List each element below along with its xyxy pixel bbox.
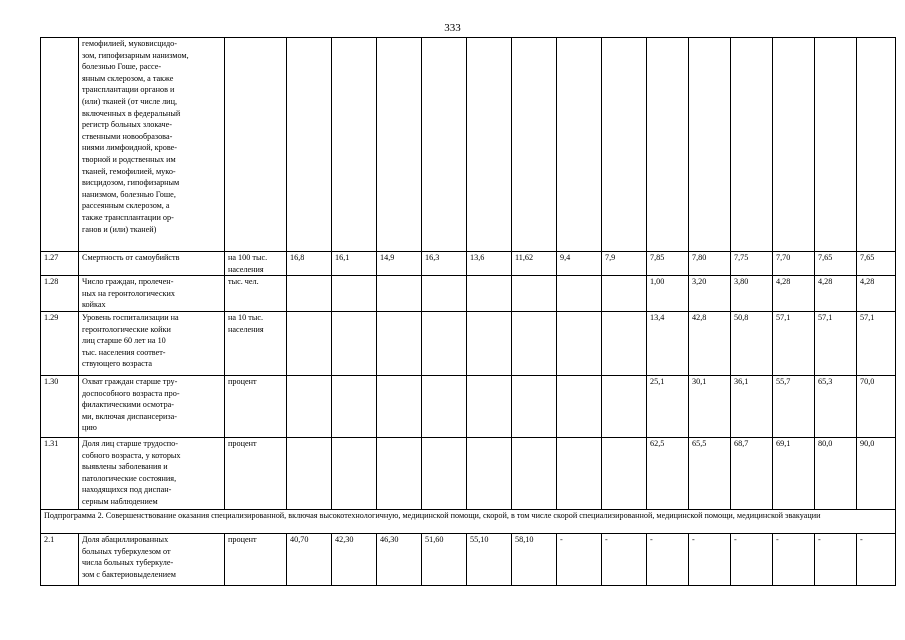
unit-cell: [225, 38, 287, 252]
value-cell: [512, 276, 557, 312]
row-number: 1.27: [41, 252, 79, 276]
value-cell: 3,80: [731, 276, 773, 312]
value-cell: 57,1: [857, 311, 896, 375]
value-cell: 42,8: [689, 311, 731, 375]
value-cell: [422, 276, 467, 312]
value-cell: [287, 311, 332, 375]
indicator-name: Доля лиц старше трудоспо- собного возраста, у которых выявлены заболевания и патологические состояния, находящихся под диспан- серным наблюдением: [79, 437, 225, 509]
value-cell: 7,65: [857, 252, 896, 276]
value-cell: [287, 276, 332, 312]
value-cell: 7,75: [731, 252, 773, 276]
value-cell: [467, 437, 512, 509]
value-cell: [287, 375, 332, 437]
value-cell: 36,1: [731, 375, 773, 437]
value-cell: [557, 276, 602, 312]
table-row: [41, 375, 896, 437]
value-cell: 51,60: [422, 533, 467, 585]
value-cell: [287, 437, 332, 509]
value-cell: [332, 375, 377, 437]
row-number: [41, 38, 79, 252]
value-cell: 13,6: [467, 252, 512, 276]
value-cell: [287, 38, 332, 252]
value-cell: 57,1: [773, 311, 815, 375]
value-cell: 42,30: [332, 533, 377, 585]
value-cell: 9,4: [557, 252, 602, 276]
value-cell: -: [857, 533, 896, 585]
value-cell: [377, 375, 422, 437]
value-cell: [815, 38, 857, 252]
row-number: 1.28: [41, 276, 79, 312]
value-cell: [422, 437, 467, 509]
value-cell: -: [773, 533, 815, 585]
value-cell: [557, 437, 602, 509]
indicator-name: Число граждан, пролечен- ных на геронтологических койках: [79, 276, 225, 312]
value-cell: -: [647, 533, 689, 585]
value-cell: [512, 311, 557, 375]
value-cell: 30,1: [689, 375, 731, 437]
indicator-name: Охват граждан старше тру- доспособного возраста про- филактическими осмотра- ми, включая диспансериза- цию: [79, 375, 225, 437]
value-cell: [422, 311, 467, 375]
value-cell: [332, 437, 377, 509]
value-cell: 7,9: [602, 252, 647, 276]
value-cell: 55,7: [773, 375, 815, 437]
value-cell: 7,80: [689, 252, 731, 276]
indicator-name: Смертность от самоубийств: [79, 252, 225, 276]
value-cell: 50,8: [731, 311, 773, 375]
value-cell: 80,0: [815, 437, 857, 509]
table-row: [41, 38, 896, 252]
value-cell: 4,28: [815, 276, 857, 312]
page-number: 333: [444, 22, 461, 34]
value-cell: 90,0: [857, 437, 896, 509]
value-cell: [422, 38, 467, 252]
value-cell: [332, 311, 377, 375]
value-cell: [467, 276, 512, 312]
value-cell: [602, 276, 647, 312]
value-cell: 25,1: [647, 375, 689, 437]
value-cell: [332, 38, 377, 252]
table-row: [41, 252, 896, 276]
unit-cell: процент: [225, 437, 287, 509]
indicators-table: [40, 37, 896, 586]
value-cell: [377, 38, 422, 252]
value-cell: 16,1: [332, 252, 377, 276]
unit-cell: процент: [225, 533, 287, 585]
value-cell: 4,28: [773, 276, 815, 312]
value-cell: [467, 38, 512, 252]
value-cell: 7,85: [647, 252, 689, 276]
value-cell: 16,8: [287, 252, 332, 276]
value-cell: [512, 375, 557, 437]
value-cell: 55,10: [467, 533, 512, 585]
value-cell: -: [731, 533, 773, 585]
value-cell: -: [557, 533, 602, 585]
value-cell: 7,65: [815, 252, 857, 276]
value-cell: [647, 38, 689, 252]
indicator-name: Уровень госпитализации на геронтологические койки лиц старше 60 лет на 10 тыс. населения соответ- ствующего возраста: [79, 311, 225, 375]
value-cell: [857, 38, 896, 252]
row-number: 1.30: [41, 375, 79, 437]
table-row: [41, 533, 896, 585]
row-number: 1.29: [41, 311, 79, 375]
value-cell: 3,20: [689, 276, 731, 312]
value-cell: [689, 38, 731, 252]
unit-cell: тыс. чел.: [225, 276, 287, 312]
unit-cell: процент: [225, 375, 287, 437]
value-cell: 58,10: [512, 533, 557, 585]
value-cell: -: [602, 533, 647, 585]
value-cell: 70,0: [857, 375, 896, 437]
value-cell: 13,4: [647, 311, 689, 375]
value-cell: [602, 311, 647, 375]
row-number: 2.1: [41, 533, 79, 585]
unit-cell: на 100 тыс. населения: [225, 252, 287, 276]
value-cell: 65,3: [815, 375, 857, 437]
value-cell: [377, 437, 422, 509]
table-row: [41, 276, 896, 312]
indicator-name: Доля абациллированных больных туберкулезом от числа больных туберкуле- зом с бактериовыделением: [79, 533, 225, 585]
indicator-name: гемофилией, муковисцидо- зом, гипофизарным нанизмом, болезнью Гоше, рассе- янным склерозом, а также трансплантации органов и (или) тканей (от числе лиц, включенных в федеральный регистр больных злокаче- ственными новообразова- ниями лимфоидной, крове- творной и родственных им тканей, гемофилией, муко- висцидозом, гипофизарным нанизмом, болезнью Гоше, рассеянным склерозом, а также трансплантации ор- ганов и (или) тканей): [79, 38, 225, 252]
value-cell: 11,62: [512, 252, 557, 276]
value-cell: [377, 311, 422, 375]
value-cell: 1,00: [647, 276, 689, 312]
value-cell: 14,9: [377, 252, 422, 276]
value-cell: 62,5: [647, 437, 689, 509]
value-cell: [773, 38, 815, 252]
value-cell: [557, 375, 602, 437]
value-cell: [512, 437, 557, 509]
table-row: [41, 437, 896, 509]
row-number: 1.31: [41, 437, 79, 509]
value-cell: [422, 375, 467, 437]
unit-cell: на 10 тыс. населения: [225, 311, 287, 375]
table-row: [41, 311, 896, 375]
value-cell: 4,28: [857, 276, 896, 312]
value-cell: [512, 38, 557, 252]
value-cell: [602, 375, 647, 437]
value-cell: [467, 311, 512, 375]
value-cell: 46,30: [377, 533, 422, 585]
value-cell: [602, 437, 647, 509]
value-cell: [602, 38, 647, 252]
value-cell: [731, 38, 773, 252]
value-cell: 68,7: [731, 437, 773, 509]
value-cell: 69,1: [773, 437, 815, 509]
value-cell: [467, 375, 512, 437]
value-cell: [557, 38, 602, 252]
value-cell: -: [689, 533, 731, 585]
value-cell: -: [815, 533, 857, 585]
value-cell: 65,5: [689, 437, 731, 509]
value-cell: 57,1: [815, 311, 857, 375]
value-cell: 16,3: [422, 252, 467, 276]
value-cell: [332, 276, 377, 312]
section-title: Подпрограмма 2. Совершенствование оказания специализированной, включая высокотехнологичную, медицинской помощи, скорой, в том числе скорой специализированной, медицинской помощи, медицинской эвакуации: [41, 509, 896, 533]
section-row: [41, 509, 896, 533]
value-cell: [557, 311, 602, 375]
value-cell: 40,70: [287, 533, 332, 585]
value-cell: 7,70: [773, 252, 815, 276]
value-cell: [377, 276, 422, 312]
